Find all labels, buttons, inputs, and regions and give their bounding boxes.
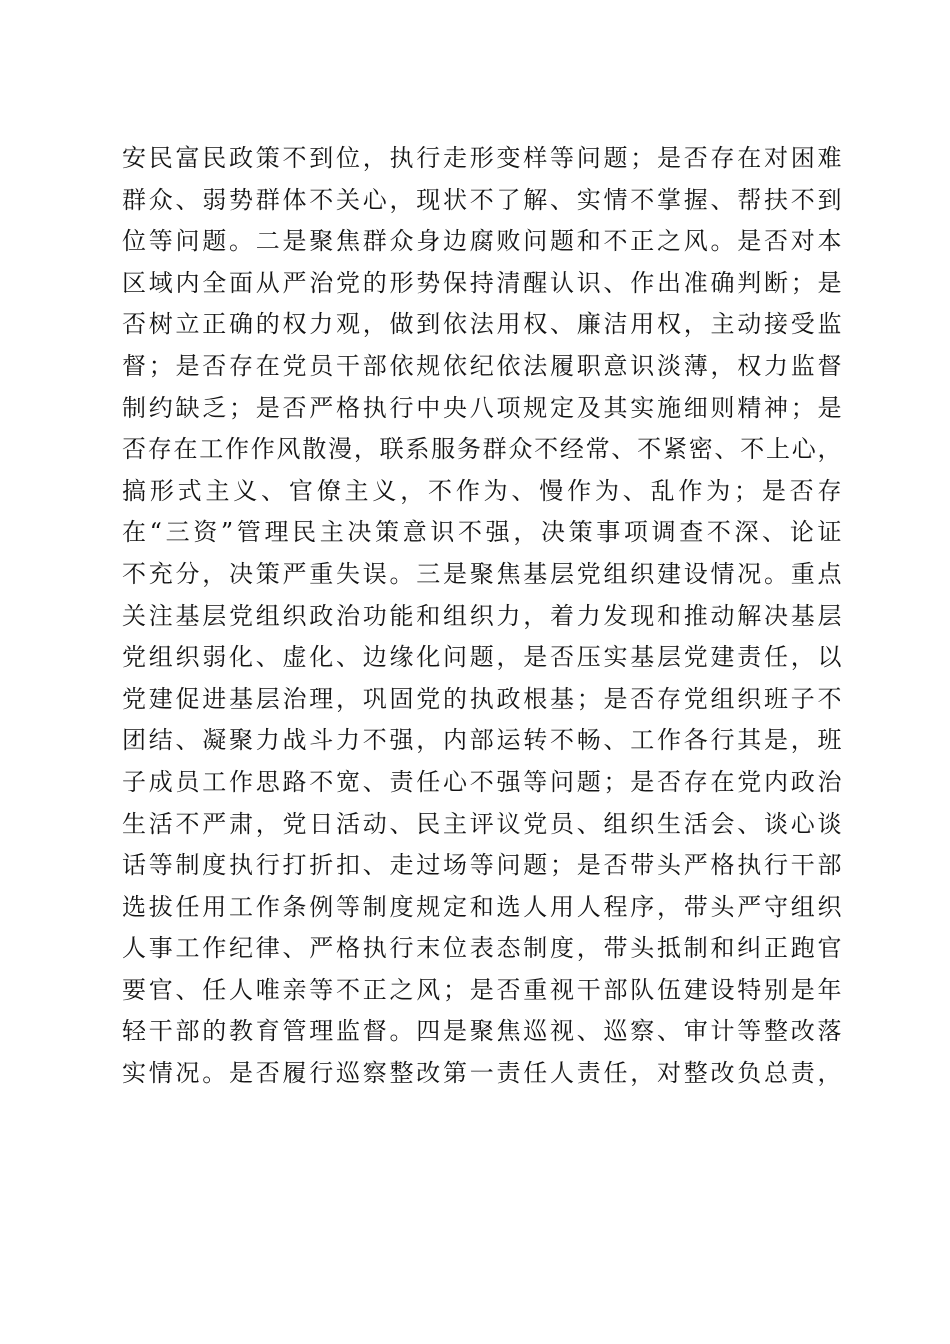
text-line: 群众、弱势群体不关心，现状不了解、实情不掌握、帮扶不到 [122,185,842,214]
text-line: 人事工作纪律、严格执行末位表态制度，带头抵制和纠正跑官 [122,934,842,963]
text-line: 位等问题。二是聚焦群众身边腐败问题和不正之风。是否对本 [122,227,842,256]
text-line: 子成员工作思路不宽、责任心不强等问题；是否存在党内政治 [122,767,842,796]
text-line: 不充分，决策严重失误。三是聚焦基层党组织建设情况。重点 [122,559,842,588]
text-line: 轻干部的教育管理监督。四是聚焦巡视、巡察、审计等整改落 [122,1017,842,1046]
body-text [122,138,842,1095]
text-line: 搞形式主义、官僚主义，不作为、慢作为、乱作为；是否存 [122,476,842,505]
text-line: 安民富民政策不到位，执行走形变样等问题；是否存在对困难 [122,144,842,172]
text-line: 党建促进基层治理，巩固党的执政根基；是否存党组织班子不 [122,684,842,713]
text-line: 实情况。是否履行巡察整改第一责任人责任，对整改负总责， [122,1059,842,1088]
text-line: 党组织弱化、虚化、边缘化问题，是否压实基层党建责任，以 [122,643,842,672]
text-line: 区域内全面从严治党的形势保持清醒认识、作出准确判断；是 [122,268,842,297]
text-line: 在“三资”管理民主决策意识不强，决策事项调查不深、论证 [122,518,842,547]
text-line: 否存在工作作风散漫，联系服务群众不经常、不紧密、不上心， [122,435,842,464]
text-line: 关注基层党组织政治功能和组织力，着力发现和推动解决基层 [122,601,842,630]
text-line: 要官、任人唯亲等不正之风；是否重视干部队伍建设特别是年 [122,975,842,1004]
text-line: 否树立正确的权力观，做到依法用权、廉洁用权，主动接受监 [122,310,842,339]
text-line: 选拔任用工作条例等制度规定和选人用人程序，带头严守组织 [122,892,842,921]
text-line: 督；是否存在党员干部依规依纪依法履职意识淡薄，权力监督 [122,351,842,380]
text-line: 团结、凝聚力战斗力不强，内部运转不畅、工作各行其是，班 [122,726,842,755]
text-line: 制约缺乏；是否严格执行中央八项规定及其实施细则精神；是 [122,393,842,422]
text-line: 生活不严肃，党日活动、民主评议党员、组织生活会、谈心谈 [122,809,842,838]
text-line: 话等制度执行打折扣、走过场等问题；是否带头严格执行干部 [122,851,842,880]
